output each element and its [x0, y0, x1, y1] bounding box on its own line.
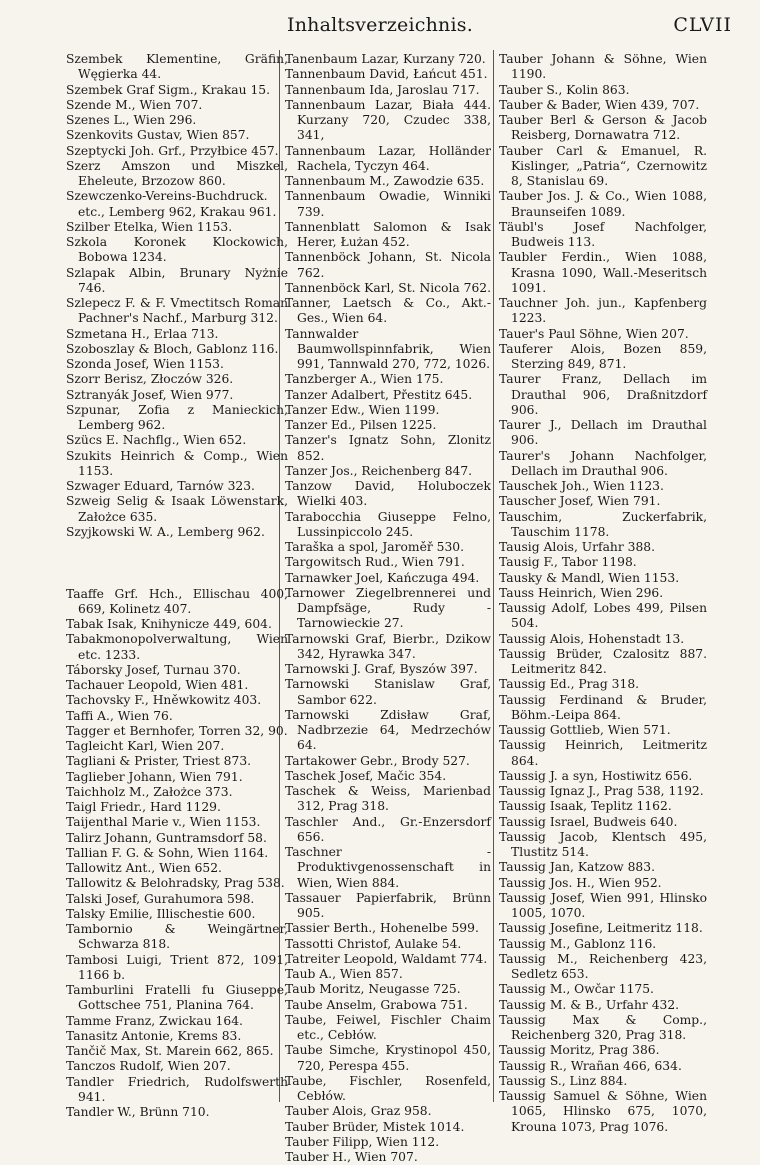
index-entry: Tauchner Joh. jun., Kapfenberg 1223. — [499, 296, 707, 326]
index-entry: Tachovsky F., Hněwkowitz 403. — [66, 693, 262, 708]
index-entry: Tauber H., Wien 707. — [285, 1150, 418, 1164]
index-entry: Tagleicht Karl, Wien 207. — [66, 739, 225, 754]
index-entry: Tanzow David, Holuboczek Wielki 403. — [285, 479, 491, 509]
index-entry: Szweig Selig & Isaak Löwenstark, Założce 635. — [66, 494, 288, 524]
index-entry: Talsky Emilie, Illischestie 600. — [66, 906, 256, 921]
index-entry: Szwager Eduard, Tarnów 323. — [66, 479, 255, 493]
index-entry: Taussig Samuel & Söhne, Wien 1065, Hlinsko 675, 1070, Krouna 1073, Prag 1076. — [499, 1089, 707, 1134]
index-entry: Tagger et Bernhofer, Torren 32, 90. — [66, 723, 288, 738]
index-entry: Tauer's Paul Söhne, Wien 207. — [499, 326, 689, 341]
index-entry: Tatreiter Leopold, Waldamt 774. — [285, 951, 488, 966]
index-entry: Taussig Jan, Katzow 883. — [499, 860, 655, 875]
index-entry: Taussig S., Linz 884. — [499, 1073, 628, 1088]
index-entry: Taussig Gottlieb, Wien 571. — [499, 723, 671, 737]
index-entry: Tabak Isak, Knihynicze 449, 604. — [66, 617, 272, 632]
index-entry: Szenes L., Wien 296. — [66, 113, 197, 127]
index-entry: Tauber Jos. J. & Co., Wien 1088, Braunseifen 1089. — [499, 189, 707, 219]
index-entry: Tarnower Ziegelbrennerei und Dampfsäge, Rudy - Tarnowieckie 27. — [285, 585, 491, 631]
index-entry: Tarnowski Graf, Bierbr., Dzikow 342, Hyrawka 347. — [285, 631, 491, 661]
index-entry: Taussig Brüder, Czalositz 887. Leitmeritz 842. — [499, 646, 707, 676]
index-entry: Tarabocchia Giuseppe Felno, Lussinpiccolo 245. — [285, 509, 491, 539]
index-entry: Szembek Graf Sigm., Krakau 15. — [66, 82, 271, 97]
index-entry: Szlepecz F. & F. Vmectitsch Roman Pachner's Nachf., Marburg 312. — [66, 296, 288, 326]
index-column-2 — [285, 52, 491, 1165]
index-entry: Szpunar, Zofia z Manieckich, Lemberg 962. — [66, 402, 288, 432]
index-entry: Szewczenko-Vereins-Buchdruck. etc., Lemberg 962, Krakau 961. — [66, 189, 277, 219]
index-entry: Tausky & Mandl, Wien 1153. — [499, 570, 680, 585]
column-divider — [493, 50, 494, 1102]
index-entry: Tauber & Bader, Wien 439, 707. — [499, 97, 700, 112]
index-entry: Tannenböck Johann, St. Nicola 762. — [285, 250, 491, 280]
index-entry: Tausig Alois, Urfahr 388. — [499, 540, 656, 554]
index-entry: Taussig Moritz, Prag 386. — [499, 1043, 660, 1058]
index-entry: Szoboszlay & Bloch, Gablonz 116. — [66, 341, 279, 356]
index-entry: Tarnowski J. Graf, Byszów 397. — [285, 662, 478, 676]
section-gap — [66, 552, 288, 574]
index-entry: Taurer J., Dellach im Drauthal 906. — [499, 418, 707, 448]
index-entry: Talirz Johann, Guntramsdorf 58. — [66, 830, 267, 845]
index-entry: Tanzer's Ignatz Sohn, Zlonitz 852. — [285, 433, 491, 463]
index-entry: Taussig Max & Comp., Reichenberg 320, Prag 318. — [499, 1012, 707, 1042]
index-entry: Táborsky Josef, Turnau 370. — [66, 662, 241, 677]
index-entry: Tallian F. G. & Sohn, Wien 1164. — [66, 845, 269, 860]
index-entry: Taussig J. a syn, Hostiwitz 656. — [499, 768, 693, 783]
index-entry: Tausig F., Tabor 1198. — [499, 555, 637, 570]
index-entry: Taub A., Wien 857. — [285, 967, 403, 981]
index-entry: Tauber Johann & Söhne, Wien 1190. — [499, 52, 707, 82]
index-entry: Tarnowski Stanislaw Graf, Sambor 622. — [285, 677, 491, 707]
index-entry: Taussig Heinrich, Leitmeritz 864. — [499, 738, 707, 768]
index-entry: Tannenbaum Lazar, Biała 444. Kurzany 720, Czudec 338, 341, — [285, 97, 491, 143]
index-entry: Taschek & Weiss, Marienbad 312, Prag 318. — [285, 784, 491, 814]
index-entry: Taschler And., Gr.-Enzersdorf 656. — [285, 814, 491, 844]
index-entry: Tannenbaum Lazar, Holländer Rachela, Tyczyn 464. — [285, 143, 491, 173]
index-entry: Taussig Isaak, Teplitz 1162. — [499, 799, 672, 814]
index-column-3 — [499, 52, 707, 1135]
index-entry: Tallowitz Ant., Wien 652. — [66, 861, 222, 876]
index-entry: Taubler Ferdin., Wien 1088, Krasna 1090, Wall.-Meseritsch 1091. — [499, 250, 707, 295]
index-entry: Sztranyák Josef, Wien 977. — [66, 387, 234, 402]
index-entry: Taffi A., Wien 76. — [66, 708, 173, 723]
index-entry: Szonda Josef, Wien 1153. — [66, 357, 224, 371]
index-entry: Taigl Friedr., Hard 1129. — [66, 800, 221, 815]
index-entry: Talski Josef, Gurahumora 598. — [66, 891, 255, 906]
index-entry: Tagliani & Prister, Triest 873. — [66, 754, 252, 769]
index-entry: Tanzer Jos., Reichenberg 847. — [285, 463, 473, 478]
index-entry: Taussig Ferdinand & Bruder, Böhm.-Leipa 864. — [499, 692, 707, 722]
index-entry: Szyjkowski W. A., Lemberg 962. — [66, 524, 265, 539]
page-title: Inhaltsverzeichnis. — [287, 14, 473, 36]
index-entry: Tarnowski Zdisław Graf, Nadbrzezie 64, Medrzechów 64. — [285, 707, 491, 753]
index-entry: Tambosi Luigi, Trient 872, 1091, 1166 b. — [66, 952, 288, 982]
index-entry: Tauber Berl & Gerson & Jacob Reisberg, Dornawatra 712. — [499, 113, 707, 143]
index-entry: Tanzer Ed., Pilsen 1225. — [285, 418, 437, 432]
index-entry: Taurer Franz, Dellach im Drauthal 906, Draßnitzdorf 906. — [499, 372, 707, 417]
index-entry: Tannenblatt Salomon & Isak Herer, Łużan 452. — [285, 219, 491, 249]
index-entry: Szembek Klementine, Gräfin, Węgierka 44. — [66, 52, 288, 82]
index-entry: Taichholz M., Założce 373. — [66, 784, 233, 799]
index-entry: Taussig Ignaz J., Prag 538, 1192. — [499, 784, 704, 798]
index-entry: Taussig Alois, Hohenstadt 13. — [499, 631, 685, 646]
index-entry: Tančič Max, St. Marein 662, 865. — [66, 1044, 274, 1059]
index-entry: Tauber Carl & Emanuel, R. Kislinger, „Patria“, Czernowitz 8, Stanislau 69. — [499, 143, 707, 188]
index-entry: Taraška a spol, Jaroměř 530. — [285, 540, 465, 554]
index-entry: Tanner, Laetsch & Co., Akt.-Ges., Wien 64. — [285, 296, 491, 326]
index-entry: Tannenbaum Owadie, Winniki 739. — [285, 189, 491, 219]
index-entry: Tannenbaum David, Łańcut 451. — [285, 67, 488, 82]
page-number: CLVII — [673, 14, 732, 36]
index-entry: Szlapak Albin, Brunary Nyżnie 746. — [66, 265, 288, 295]
index-entry: Tannenbaum M., Zawodzie 635. — [285, 174, 485, 188]
index-entry: Taussig Adolf, Lobes 499, Pilsen 504. — [499, 601, 707, 631]
index-entry: Tannenbaum Ida, Jaroslau 717. — [285, 82, 480, 97]
index-entry: Taussig Josef, Wien 991, Hlinsko 1005, 1070. — [499, 890, 707, 920]
index-entry: Taube Simche, Krystinopol 450, 720, Perespa 455. — [285, 1043, 491, 1073]
index-entry: Tabakmonopolverwaltung, Wien etc. 1233. — [66, 632, 288, 662]
index-entry: Tannenböck Karl, St. Nicola 762. — [285, 280, 492, 295]
index-entry: Tandler Friedrich, Rudolfswerth 941. — [66, 1074, 288, 1104]
index-entry: Taglieber Johann, Wien 791. — [66, 769, 243, 784]
index-entry: Tassotti Christof, Aulake 54. — [285, 936, 462, 951]
index-entry: Taussig Jacob, Klentsch 495, Tlustitz 514. — [499, 829, 707, 859]
index-entry: Szkola Koronek Klockowich, Bobowa 1234. — [66, 235, 288, 265]
index-entry: Taurer's Johann Nachfolger, Dellach im Drauthal 906. — [499, 448, 707, 478]
index-entry: Tauber Alois, Graz 958. — [285, 1104, 432, 1119]
index-entry: Taussig M. & B., Urfahr 432. — [499, 997, 680, 1012]
index-entry: Tartakower Gebr., Brody 527. — [285, 753, 470, 768]
index-entry: Taschek Josef, Mačic 354. — [285, 768, 447, 783]
index-entry: Taub Moritz, Neugasse 725. — [285, 982, 461, 997]
index-entry: Tanenbaum Lazar, Kurzany 720. — [285, 52, 486, 66]
index-entry: Targowitsch Rud., Wien 791. — [285, 555, 465, 570]
index-entry: Tauschek Joh., Wien 1123. — [499, 479, 664, 493]
index-entry: Taussig M., Gablonz 116. — [499, 936, 657, 951]
index-entry: Tanzberger A., Wien 175. — [285, 372, 444, 387]
index-entry: Taussig Josefine, Leitmeritz 118. — [499, 921, 703, 936]
index-entry: Tauss Heinrich, Wien 296. — [499, 585, 664, 600]
index-entry: Tauber Filipp, Wien 112. — [285, 1134, 440, 1149]
index-entry: Tauschim, Zuckerfabrik, Tauschim 1178. — [499, 509, 707, 539]
index-entry: Tandler W., Brünn 710. — [66, 1105, 210, 1120]
index-entry: Tauscher Josef, Wien 791. — [499, 494, 661, 509]
index-entry: Taube, Fischler, Rosenfeld, Cebłów. — [285, 1073, 491, 1103]
index-entry: Taijenthal Marie v., Wien 1153. — [66, 815, 261, 830]
index-entry: Szende M., Wien 707. — [66, 97, 203, 112]
index-entry: Tanasitz Antonie, Krems 83. — [66, 1028, 242, 1043]
index-entry: Taube Anselm, Grabowa 751. — [285, 997, 468, 1012]
index-column-1 — [66, 52, 288, 1120]
index-entry: Taschner - Produktivgenossenschaft in Wien, Wien 884. — [285, 845, 491, 890]
index-entry: Täubl's Josef Nachfolger, Budweis 113. — [499, 219, 707, 249]
index-entry: Tamme Franz, Zwickau 164. — [66, 1013, 243, 1028]
index-entry: Tanczos Rudolf, Wien 207. — [66, 1059, 231, 1074]
index-entry: Taaffe Grf. Hch., Ellischau 400, 669, Kolinetz 407. — [66, 586, 288, 616]
index-entry: Tanzer Adalbert, Přestitz 645. — [285, 387, 473, 402]
index-entry: Taussig M., Reichenberg 423, Sedletz 653. — [499, 951, 707, 981]
index-entry: Szukits Heinrich & Comp., Wien 1153. — [66, 448, 288, 478]
index-entry: Tanzer Edw., Wien 1199. — [285, 402, 440, 417]
index-entry: Szmetana H., Erlaa 713. — [66, 326, 219, 341]
index-entry: Taussig M., Owčar 1175. — [499, 982, 654, 997]
index-entry: Tauber S., Kolin 863. — [499, 82, 630, 97]
index-entry: Tannwalder Baumwollspinnfabrik, Wien 991, Tannwald 270, 772, 1026. — [285, 326, 491, 371]
index-entry: Szerz Amszon und Miszkel, Eheleute, Brzozow 860. — [66, 158, 288, 188]
index-entry: Tambornio & Weingärtner, Schwarza 818. — [66, 922, 288, 952]
index-entry: Taussig Ed., Prag 318. — [499, 677, 640, 692]
index-entry: Tallowitz & Belohradsky, Prag 538. — [66, 876, 285, 891]
index-entry: Szorr Berisz, Złoczów 326. — [66, 372, 234, 387]
index-entry: Tassauer Papierfabrik, Brünn 905. — [285, 890, 491, 920]
index-entry: Taussig R., Wrañan 466, 634. — [499, 1058, 682, 1073]
index-entry: Tassier Berth., Hohenelbe 599. — [285, 921, 479, 936]
index-entry: Tauferer Alois, Bozen 859, Sterzing 849, 871. — [499, 341, 707, 371]
index-entry: Taussig Jos. H., Wien 952. — [499, 875, 662, 890]
index-entry: Szeptycki Joh. Grf., Przyłbice 457. — [66, 143, 279, 158]
index-entry: Tauber Brüder, Mistek 1014. — [285, 1119, 465, 1134]
index-entry: Tachauer Leopold, Wien 481. — [66, 678, 249, 693]
index-entry: Taussig Israel, Budweis 640. — [499, 814, 678, 829]
index-entry: Tamburlini Fratelli fu Giuseppe, Gottschee 751, Planina 764. — [66, 983, 288, 1013]
index-entry: Tarnawker Joel, Kańczuga 494. — [285, 570, 480, 585]
index-entry: Szenkovits Gustav, Wien 857. — [66, 128, 250, 143]
index-entry: Szilber Etelka, Wien 1153. — [66, 219, 233, 234]
index-entry: Taube, Feiwel, Fischler Chaim etc., Cebłów. — [285, 1012, 491, 1042]
index-entry: Szücs E. Nachflg., Wien 652. — [66, 433, 247, 448]
